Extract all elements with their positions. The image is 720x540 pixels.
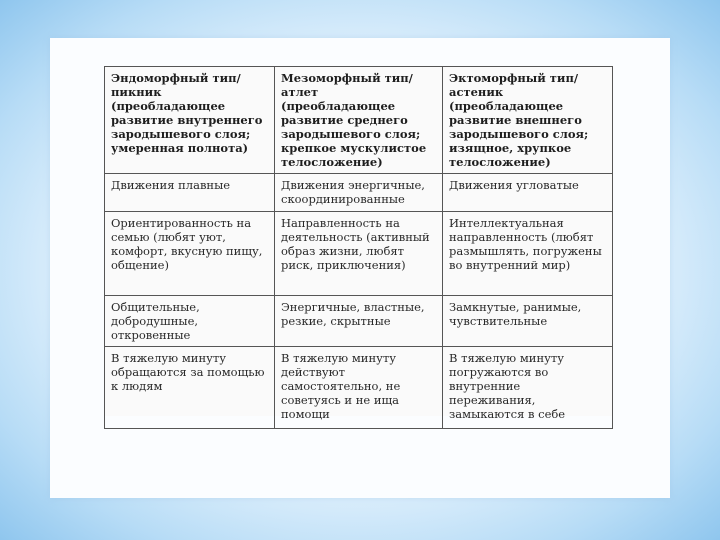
header-ectomorph: Эктоморфный тип/астеник (преобладающее развитие внешнего зародышевого слоя; изящное, хрупкое телосложение) bbox=[443, 67, 613, 174]
table-cell: Энергичные, властные, резкие, скрытные bbox=[275, 296, 443, 347]
table-cell: Движения энергичные, скоординированные bbox=[275, 174, 443, 212]
table-cell: Ориентированность на семью (любят уют, комфорт, вкусную пищу, общение) bbox=[105, 212, 275, 296]
table-cell: Интеллектуальная направленность (любят размышлять, погружены во внутренний мир) bbox=[443, 212, 613, 296]
table-cell: Замкнутые, ранимые, чувствительные bbox=[443, 296, 613, 347]
table-row-temperament bbox=[105, 296, 613, 347]
table-cell: Движения плавные bbox=[105, 174, 275, 212]
header-endomorph: Эндоморфный тип/пикник (преобладающее развитие внутреннего зародышевого слоя; умеренная полнота) bbox=[105, 67, 275, 174]
table-row-orientation bbox=[105, 212, 613, 296]
table-cell: Движения угловатые bbox=[443, 174, 613, 212]
table-row-hard-times bbox=[105, 347, 613, 429]
table-cell: Направленность на деятельность (активный образ жизни, любят риск, приключения) bbox=[275, 212, 443, 296]
table-header-row bbox=[105, 67, 613, 174]
table-cell: Общительные, добродушные, откровенные bbox=[105, 296, 275, 347]
body-types-table bbox=[104, 66, 613, 429]
body-types-table-image bbox=[104, 66, 612, 421]
header-mesomorph: Мезоморфный тип/атлет (преобладающее развитие среднего зародышевого слоя; крепкое мускулистое телосложение) bbox=[275, 67, 443, 174]
table-cell: В тяжелую минуту погружаются во внутренние переживания, замыкаются в себе bbox=[443, 347, 613, 429]
table-cell: В тяжелую минуту обращаются за помощью к людям bbox=[105, 347, 275, 429]
table-cell: В тяжелую минуту действуют самостоятельно, не советуясь и не ища помощи bbox=[275, 347, 443, 429]
table-row-movements bbox=[105, 174, 613, 212]
